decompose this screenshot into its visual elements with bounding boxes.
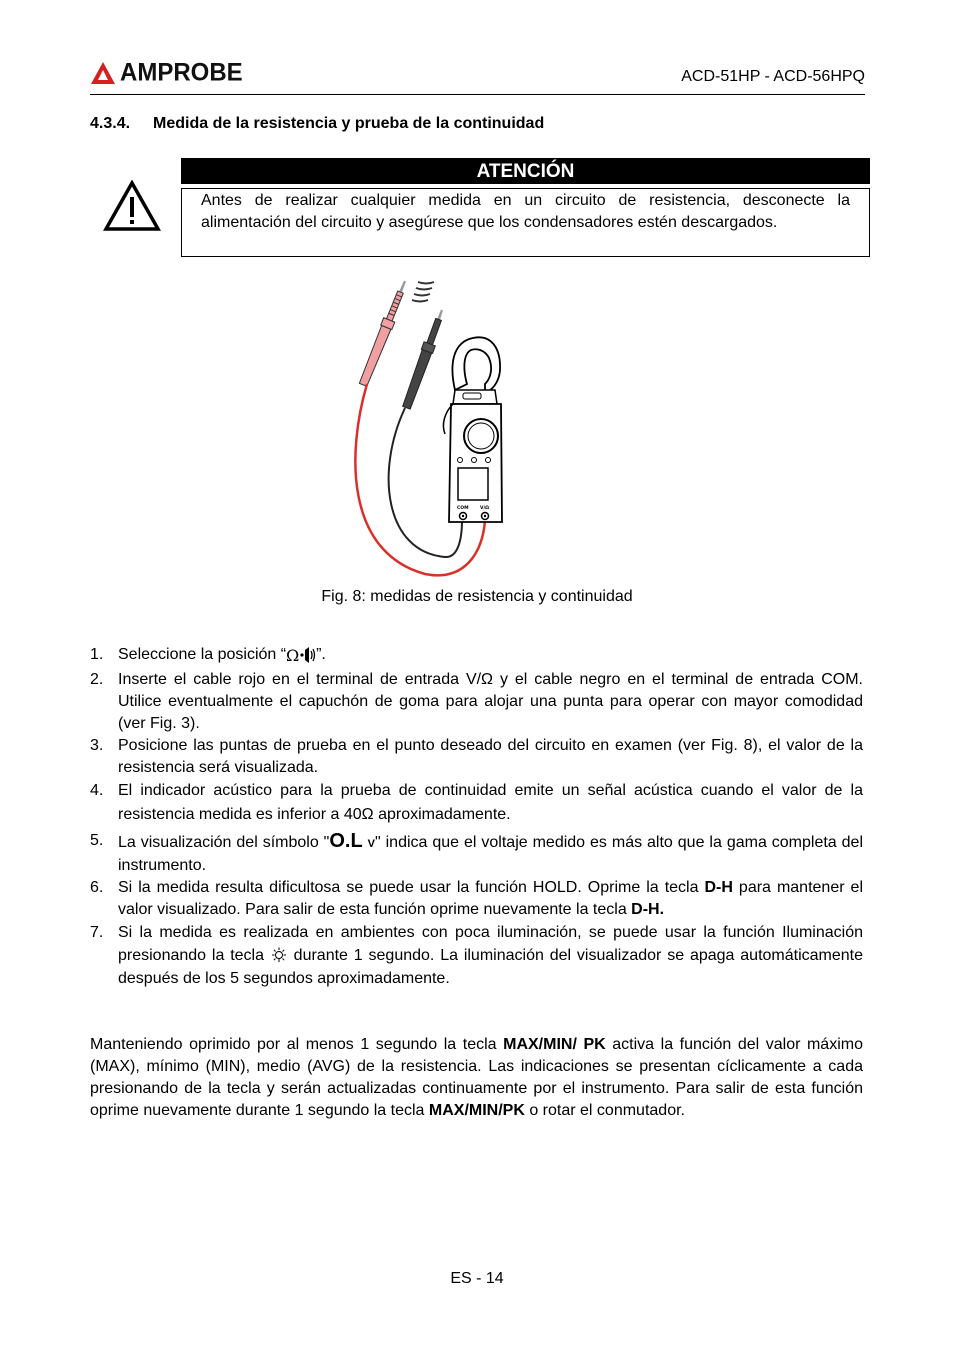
overload-symbol: O.L xyxy=(329,830,363,852)
terminal-com-label: COM xyxy=(457,506,469,511)
list-item: 5. La visualización del símbolo "O.L V" indica que el voltaje medido es más alto que la gama completa del instrumento. xyxy=(90,830,863,874)
warning-box xyxy=(181,188,870,257)
overload-unit: V xyxy=(367,838,375,850)
warning-text: Antes de realizar cualquier medida en un circuito de resistencia, desconecte la alimentación del circuito y asegúrese que los condensadores estén descargados. xyxy=(201,192,850,231)
item-number: 7. xyxy=(90,924,104,941)
brand-logo xyxy=(90,58,243,88)
page-number: ES - 14 xyxy=(450,1270,504,1287)
list-item: 3. Posicione las puntas de prueba en el punto deseado del circuito en examen (ver Fig. 8), el valor de la resistencia será visualizada. xyxy=(90,737,863,776)
page-header xyxy=(90,56,865,95)
key-name: MAX/MIN/ PK xyxy=(503,1036,606,1053)
list-item: 2. Inserte el cable rojo en el terminal de entrada V/Ω y el cable negro en el terminal de entrada COM. Utilice eventualmente el capuchón de goma para alojar una punta para operar con mayor comodidad (ver Fig. 3). xyxy=(90,671,863,732)
terminal-v-label: V/Ω xyxy=(480,506,489,511)
backlight-icon xyxy=(270,947,288,965)
list-item: 6. Si la medida resulta dificultosa se puede usar la función HOLD. Oprime la tecla D-H para mantener el valor visualizado. Para salir de esta función oprime nuevamente la tecla D-H. xyxy=(90,879,864,918)
item-number: 6. xyxy=(90,879,104,896)
ohm-continuity-icon xyxy=(286,646,316,664)
red-test-probe xyxy=(357,279,410,387)
item-number: 1. xyxy=(90,646,104,663)
figure-caption: Fig. 8: medidas de resistencia y continuidad xyxy=(321,588,633,605)
section-heading xyxy=(90,115,544,133)
clamp-meter xyxy=(443,337,502,522)
key-name: MAX/MIN/PK xyxy=(428,1102,525,1119)
item-number: 5. xyxy=(90,832,104,849)
list-item: 4. El indicador acústico para la prueba de continuidad emite un señal acústica cuando el valor de la resistencia medida es inferior a 40Ω aproximadamente. xyxy=(90,779,863,827)
key-name: D-H xyxy=(704,879,733,896)
black-test-probe xyxy=(401,308,448,410)
warning-title: ATENCIÓN xyxy=(181,158,870,184)
key-name: D-H. xyxy=(631,901,665,918)
amprobe-logo-icon xyxy=(90,61,116,85)
section-number: 4.3.4. xyxy=(90,115,131,132)
probe-cap xyxy=(412,282,434,302)
svg-text:Ω: Ω xyxy=(286,645,300,664)
item-number: 4. xyxy=(90,782,104,799)
section-title: Medida de la resistencia y prueba de la continuidad xyxy=(153,115,545,132)
item-number: 2. xyxy=(90,671,104,688)
clamp-meter-figure xyxy=(345,272,515,580)
item-number: 3. xyxy=(90,737,104,754)
max-min-paragraph: Manteniendo oprimido por al menos 1 segundo la tecla MAX/MIN/ PK activa la función del valor máximo (MAX), mínimo (MIN), medio (AVG) de la resistencia. Las indicaciones se presentan cíclicamente a cada presionando de la tecla y serán actualizadas continuamente por el instrumento. Para salir de esta función oprime nuevamente durante 1 segundo la tecla MAX/MIN/PK o rotar el conmutador. xyxy=(90,1036,863,1119)
list-item: 7. Si la medida es realizada en ambientes con poca iluminación, se puede usar la función Iluminación presionando la tecla durante 1 segundo. La iluminación del visualizador se apaga automáticamente después de los 5 segundos aproximadamente. xyxy=(90,921,863,990)
model-number: ACD-51HP - ACD-56HPQ xyxy=(681,68,865,85)
list-item: 1. Seleccione la posición “ Ω ”. xyxy=(90,644,863,666)
warning-triangle-icon xyxy=(103,180,161,232)
brand-name: AMPROBE xyxy=(120,58,243,87)
instruction-list xyxy=(90,644,863,990)
